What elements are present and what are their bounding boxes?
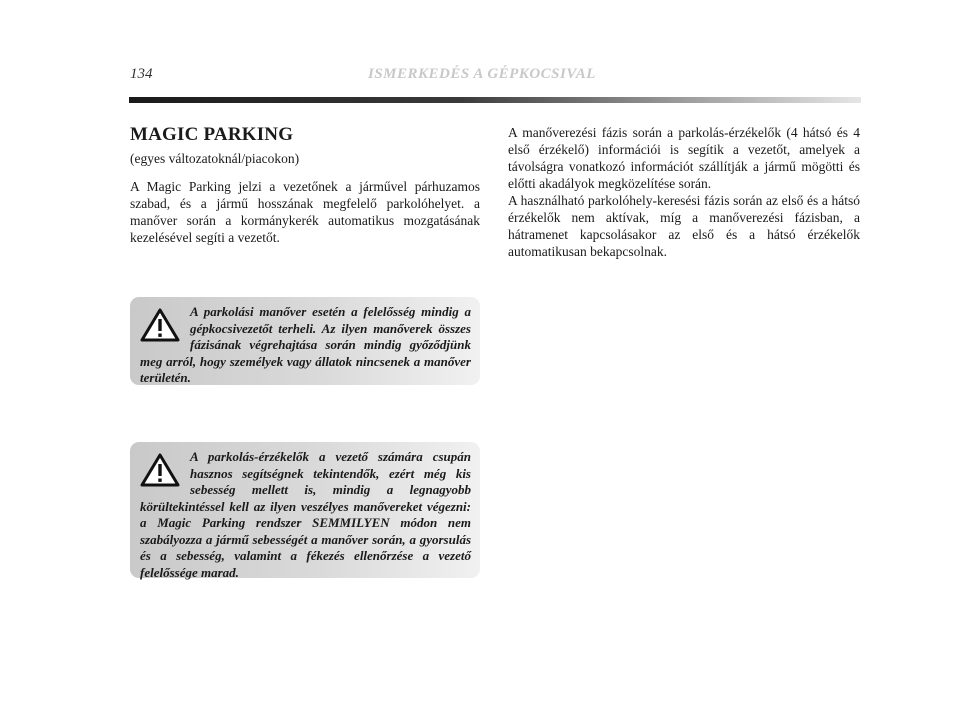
left-column: [130, 124, 480, 246]
warning-triangle-icon: [140, 308, 180, 342]
body-paragraph: A használható parkolóhely-keresési fázis során az első és a hátsó érzékelők nem aktívak, míg a manőverezési fázisban, a hátramenet kapcsolásakor az első és a hátsó érzékelők automatikusan bekapcsolnak.: [508, 193, 860, 259]
header-rule: [129, 97, 861, 103]
section-subtitle: (egyes változatoknál/piacokon): [130, 151, 300, 166]
section-title: MAGIC PARKING: [130, 124, 294, 145]
running-head: ISMERKEDÉS A GÉPKOCSIVAL: [368, 66, 596, 82]
body-paragraph: A manőverezési fázis során a parkolás-érzékelők (4 hátsó és 4 első érzékelő) információi is segítik a vezetőt, amelyek a távolságra vonatkozó információt szállítják a jármű mögötti és előtti akadályok megközelítése során.: [508, 125, 860, 191]
intro-paragraph: A Magic Parking jelzi a vezetőnek a járművel párhuzamos szabad, és a jármű hosszának megfelelő parkolóhelyet. a manőver során a kormánykerék automatikus mozgatásának kezelésével segíti a vezetőt.: [130, 179, 480, 245]
warning-text: A parkolási manőver esetén a felelősség mindig a gépkocsivezetőt terheli. Az ilyen manőverek összes fázisának végrehajtása során mindig győződjünk meg arról, hogy személyek vagy állatok nincsenek a manőver területén.: [140, 304, 471, 385]
warning-box: [130, 297, 480, 385]
right-column: [508, 124, 860, 260]
warning-text: A parkolás-érzékelők a vezető számára csupán hasznos segítségnek tekintendők, ezért még kis sebesség mellett is, mindig a legnagyobb körültekintéssel kell az ilyen veszélyes manővereket végezni: a Magic Parking rendszer SEMMILYEN módon nem szabályozza a jármű sebességét a manőver során, a gyorsulás és a sebesség, valamint a fékezés ellenőrzése a vezető felelőssége marad.: [140, 449, 471, 580]
page-number: 134: [130, 66, 153, 82]
warning-triangle-icon: [140, 453, 180, 487]
warning-box: [130, 442, 480, 578]
